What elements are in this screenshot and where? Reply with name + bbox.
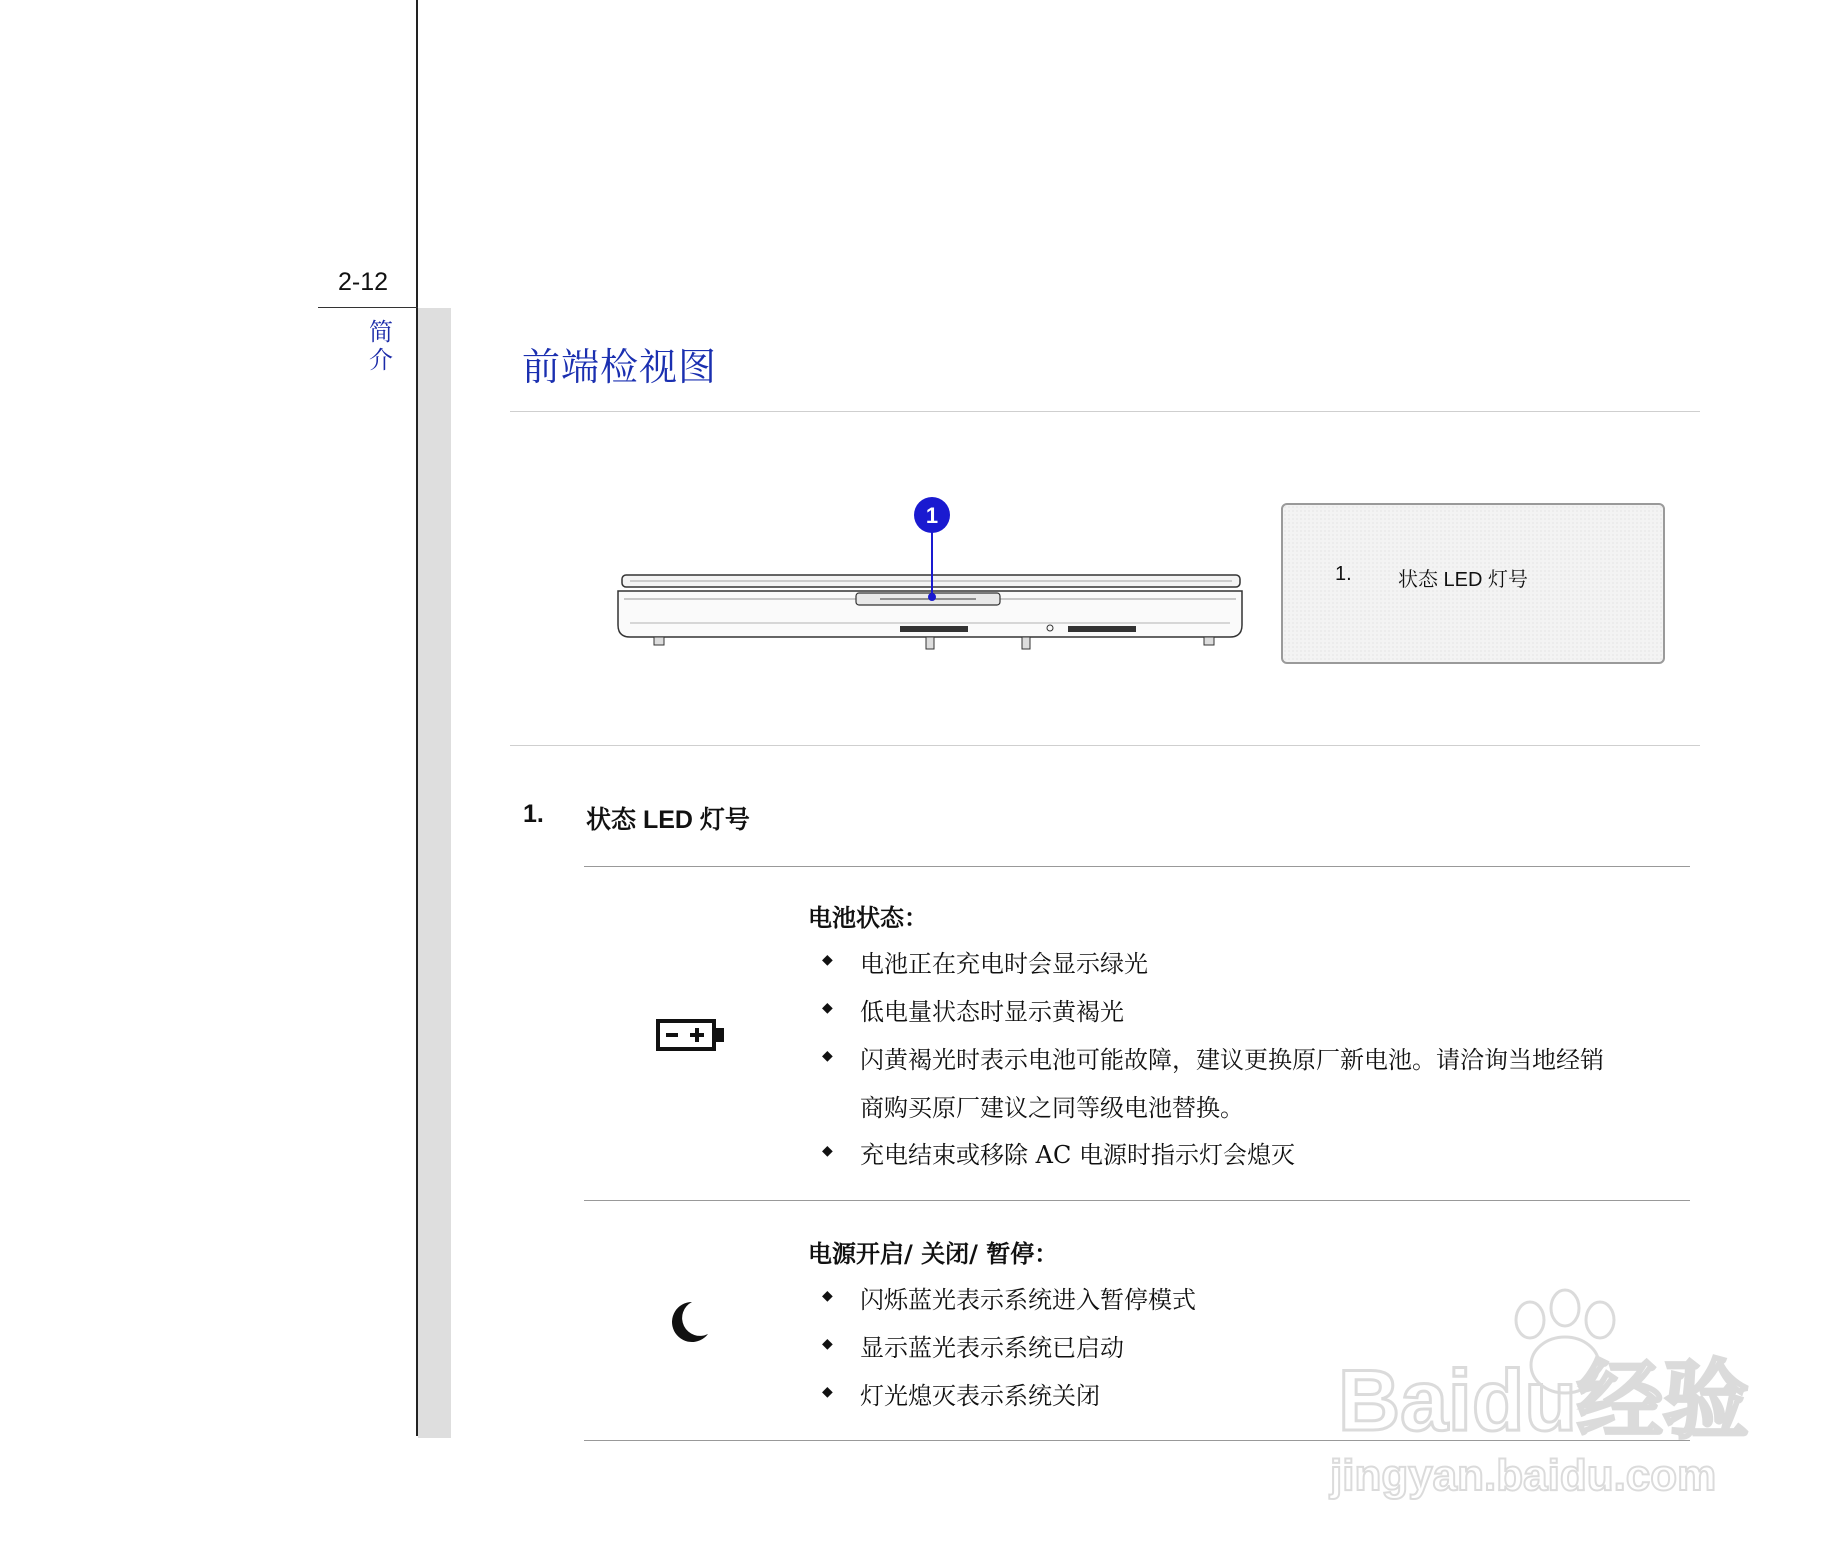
title-divider — [510, 411, 1700, 412]
bullet-icon: ◆ — [822, 1336, 833, 1352]
bullet-icon: ◆ — [822, 1384, 833, 1400]
moon-icon — [664, 1298, 712, 1346]
bullet-icon: ◆ — [822, 1288, 833, 1304]
power-bullet: 灯光熄灭表示系统关闭 — [860, 1382, 1100, 1410]
margin-band — [418, 308, 451, 1438]
baidu-watermark — [1320, 1280, 1760, 1500]
battery-section-title: 电池状态： — [808, 904, 928, 932]
battery-icon — [656, 1018, 728, 1052]
table-top-rule — [584, 866, 1690, 867]
battery-bullet: 低电量状态时显示黄褐光 — [860, 998, 1124, 1026]
callout-number: 1. — [1335, 563, 1352, 585]
battery-bullet: 电池正在充电时会显示绿光 — [860, 950, 1148, 978]
callout-text: 状态 LED 灯号 — [1398, 569, 1529, 591]
power-section-title: 电源开启/ 关闭/ 暂停： — [808, 1240, 1059, 1268]
laptop-front-diagram — [610, 495, 1250, 675]
item-heading: 状态 LED 灯号 — [586, 806, 750, 834]
diagram-divider — [510, 745, 1700, 746]
bullet-icon: ◆ — [822, 1000, 833, 1016]
page-number: 2-12 — [338, 268, 389, 296]
item-number: 1. — [523, 800, 544, 828]
watermark-url: jingyan.baidu.com — [1330, 1451, 1717, 1500]
watermark-brand: Baidu经验 — [1338, 1353, 1749, 1449]
page-number-rule — [318, 307, 418, 308]
battery-bullet-continued: 商购买原厂建议之同等级电池替换。 — [860, 1094, 1244, 1122]
section-divider — [584, 1200, 1690, 1201]
callout-box — [1281, 503, 1665, 664]
chapter-label: 简介 — [369, 318, 393, 374]
page-title: 前端检视图 — [522, 345, 718, 389]
battery-bullet: 充电结束或移除 AC 电源时指示灯会熄灭 — [860, 1141, 1295, 1169]
battery-bullet: 闪黄褐光时表示电池可能故障，建议更换原厂新电池。请洽询当地经销 — [860, 1046, 1604, 1074]
bullet-icon: ◆ — [822, 1048, 833, 1064]
power-bullet: 显示蓝光表示系统已启动 — [860, 1334, 1124, 1362]
marker-label: 1 — [925, 503, 939, 528]
bullet-icon: ◆ — [822, 952, 833, 968]
power-bullet: 闪烁蓝光表示系统进入暂停模式 — [860, 1286, 1196, 1314]
bullet-icon: ◆ — [822, 1143, 833, 1159]
